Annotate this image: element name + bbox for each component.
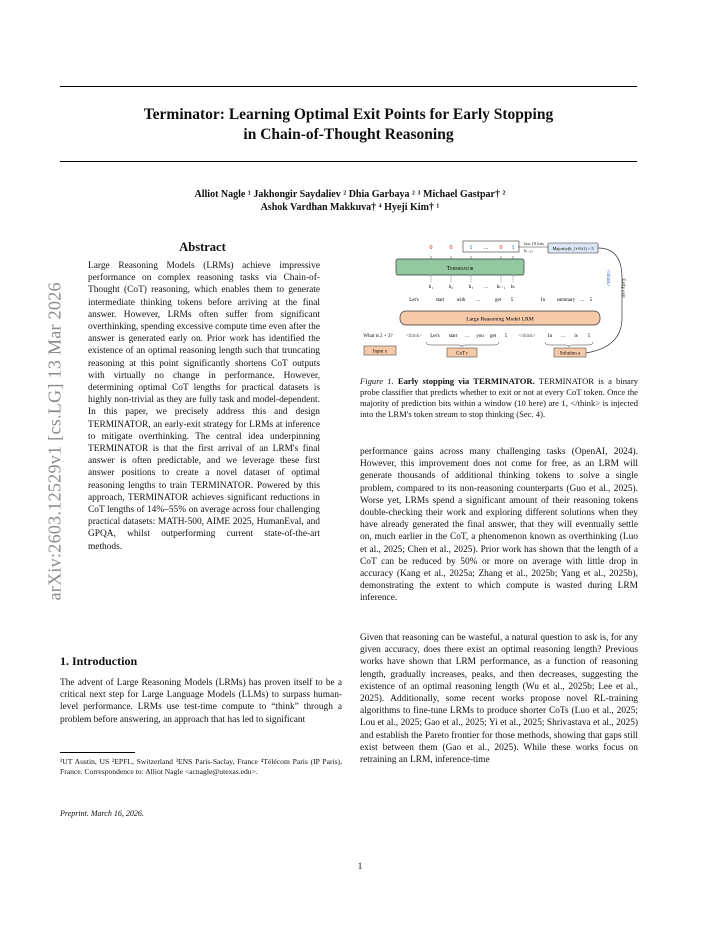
out-token-4: ... <box>476 298 480 303</box>
in-token-2: start <box>448 334 458 339</box>
intro-paragraph-continued: performance gains across many challenging tasks (OpenAI, 2024). However, this improvement does not come for free, as an LRM will generate thousands of additional thinking tokens to solve a single problem, compared to its non-reasoning counterparts (Guo et al., 2025). Worse yet, LRMs spend a significant amount of their reasoning tokens double-checking their work and exploring different solutions when they have already generated the final answer, that they will eventually settle on, much earlier in the CoT, a phenomenon known as overthinking (Luo et al., 2025; Chen et al., 2025). Prior work has shown that the length of a CoT can be reduced by 50% or more on average with little drop in accuracy (Kang et al., 2025a; Zhang et al., 2025b; Yang et al., 2025b), demonstrating the extent to which compute is wasted during LRM inference. <box>360 447 638 604</box>
in-token-10: 5 <box>587 334 591 339</box>
terminator-to-bits-arrows <box>431 256 513 259</box>
lrm-label: Large Reasoning Model LRM <box>466 316 534 323</box>
in-token-3: ... <box>465 334 469 339</box>
bit-ellipsis: ... <box>483 245 489 251</box>
input-label: Input x <box>372 349 388 355</box>
affiliations-footnote: ¹UT Austin, US ²EPFL, Switzerland ³ENS Paris-Saclay, France ⁴Télécom Paris (IP Paris), France. Correspondence to: Alliot Nagle <acnagle@utexas.edu>. <box>60 757 342 776</box>
page-number: 1 <box>357 862 363 872</box>
hidden-states <box>429 284 516 290</box>
out-token-1: Let's <box>409 298 419 303</box>
out-token-3: with <box>456 298 466 303</box>
input-tokens <box>363 334 590 339</box>
abstract-heading: Abstract <box>179 240 226 254</box>
in-token-1: Let's <box>430 334 440 339</box>
hidden-3: h₃ <box>468 284 474 290</box>
inject-think-label: </think> <box>605 269 610 287</box>
caption-text: TERMINATOR is a binary probe classifier that predicts whether to exit or not at every CoT token. Once the majority of prediction bits within a window (10 here) are 1, </think> is injected into the LRM's token stream to stop thinking (Sec. 4). <box>360 376 639 419</box>
in-token-4: you <box>476 334 484 339</box>
paper-title <box>60 105 637 145</box>
figure-1-diagram <box>360 238 640 363</box>
title-rule-bottom <box>60 161 637 162</box>
out-token-5: get <box>494 298 502 303</box>
figure-1-caption <box>360 376 638 420</box>
author-list <box>100 188 600 214</box>
out-token-10: 5 <box>589 298 593 303</box>
caption-label: Figure 1. <box>360 376 394 386</box>
arxiv-sidebar-id: arXiv:2603.12529v1 [cs.LG] 13 Mar 2026 <box>44 282 65 601</box>
authors-line-1: Alliot Nagle ¹ Jakhongir Saydaliev ² Dhia Garbaya ² ³ Michael Gastpar† ² <box>194 189 506 200</box>
bit-3: 1 <box>469 245 473 251</box>
question-text: What is 2 + 3? <box>363 334 393 339</box>
title-line-1: Terminator: Learning Optimal Exit Points for Early Stopping <box>143 106 554 123</box>
last-bits-label: last 10 bits <box>524 241 544 246</box>
caption-bold: Early stopping via TERMINATOR. <box>397 376 535 386</box>
hidden-dashed-lines <box>431 276 513 283</box>
cot-label: CoT r <box>456 351 468 357</box>
intro-paragraph-2: Given that reasoning can be wasteful, a natural question to ask is, for any given accuracy, does there exist an optimal reasoning length? Previous works have shown that LRM performance, as a function of reasoning length, gradually increases, peaks, and then decreases, suggesting the existence of an optimal reasoning length (Wu et al., 2025b; Lee et al., 2025). Additionally, some recent works propose novel RL-training algorithms to fine-tune LRMs to produce shorter CoTs (Luo et al., 2025; Lou et al., 2025; Gao et al., 2025; Yi et al., 2025; Shrivastava et al., 2025) and establish the Pareto frontier for those methods, showing that gaps still exist between them (Gao et al., 2025). While these works focus on retraining an LRM, inference-time <box>360 633 638 766</box>
in-token-5: get <box>489 334 497 339</box>
terminator-label: Terminator <box>446 266 474 272</box>
hidden-t: hₜ <box>510 284 516 290</box>
authors-line-2: Ashok Vardhan Makkuva† ⁴ Hyeji Kim† ¹ <box>260 202 440 213</box>
in-token-7: In <box>547 334 553 339</box>
solution-brace <box>545 342 593 347</box>
footnote-rule <box>60 752 135 753</box>
out-token-6: 5 <box>510 298 514 303</box>
in-token-6: 5 <box>504 334 508 339</box>
majority-label: Majority(b_{t-9:t}) > 5 <box>552 246 594 251</box>
bit-1: 0 <box>429 245 433 251</box>
out-token-7: In <box>540 298 546 303</box>
title-rule-top <box>60 86 637 87</box>
out-token-2: start <box>435 298 445 303</box>
abstract-body: Large Reasoning Models (LRMs) achieve impressive performance on complex reasoning tasks via Chain-of-Thought (CoT) reasoning, which enables them to generate intermediate thinking tokens before arriving at the final answer. However, LRMs often suffer from significant overthinking, spending excessive compute time even after the answer is generated early on. Prior work has identified the existence of an optimal reasoning length such that truncating reasoning at this point significantly shortens CoT outputs with virtually no change in performance. However, determining optimal CoT lengths for practical datasets is highly non-trivial as they are fully task and model-dependent. In this paper, we precisely address this and design TERMINATOR, an early-exit strategy for LRMs at inference to mitigate overthinking. The central idea underpinning TERMINATOR is that the first arrival of an LRM's final answer is often predictable, and we leverage these first answer positions to create a novel dataset of optimal reasoning lengths to train TERMINATOR. Powered by this approach, TERMINATOR achieves significant reductions in CoT lengths of 14%–55% on average across four challenging practical datasets: MATH-500, AIME 2025, HumanEval, and GPQA, whilst outperforming current state-of-the-art methods. <box>88 261 320 552</box>
in-token-think: <think> <box>406 334 422 339</box>
bit-2: 0 <box>449 245 453 251</box>
hidden-ellipsis: ... <box>484 284 488 290</box>
early-exit-arrow <box>578 248 622 354</box>
solution-label: Solution a <box>559 351 581 357</box>
title-line-2: in Chain-of-Thought Reasoning <box>243 126 454 143</box>
in-token-9: is <box>574 334 578 339</box>
bit-t: 1 <box>511 245 515 251</box>
hidden-2: h₂ <box>448 284 454 290</box>
bit-t-minus-1: 0 <box>499 245 503 251</box>
preprint-date: Preprint. March 16, 2026. <box>60 809 144 818</box>
out-token-9: ... <box>580 298 584 303</box>
hidden-t-minus-1: hₜ₋₁ <box>496 284 506 290</box>
in-token-endthink: </think> <box>518 334 536 339</box>
in-token-8: ... <box>561 334 565 339</box>
hidden-1: h₁ <box>428 284 434 290</box>
out-token-8: summary <box>556 298 576 303</box>
bits-window-label: bₜ₋₉:ₜ <box>524 248 534 253</box>
cot-brace <box>426 342 499 347</box>
section-heading-introduction: 1. Introduction <box>60 654 138 668</box>
output-tokens <box>409 298 593 303</box>
intro-paragraph: The advent of Large Reasoning Models (LRMs) has proven itself to be a critical next step for Large Language Models (LLMs) to surpass human-level performance. LRMs use test-time compute to “think” through a problem before answering, an approach that has led to significant <box>60 678 342 725</box>
early-exit-label: Early exit <box>620 278 625 298</box>
